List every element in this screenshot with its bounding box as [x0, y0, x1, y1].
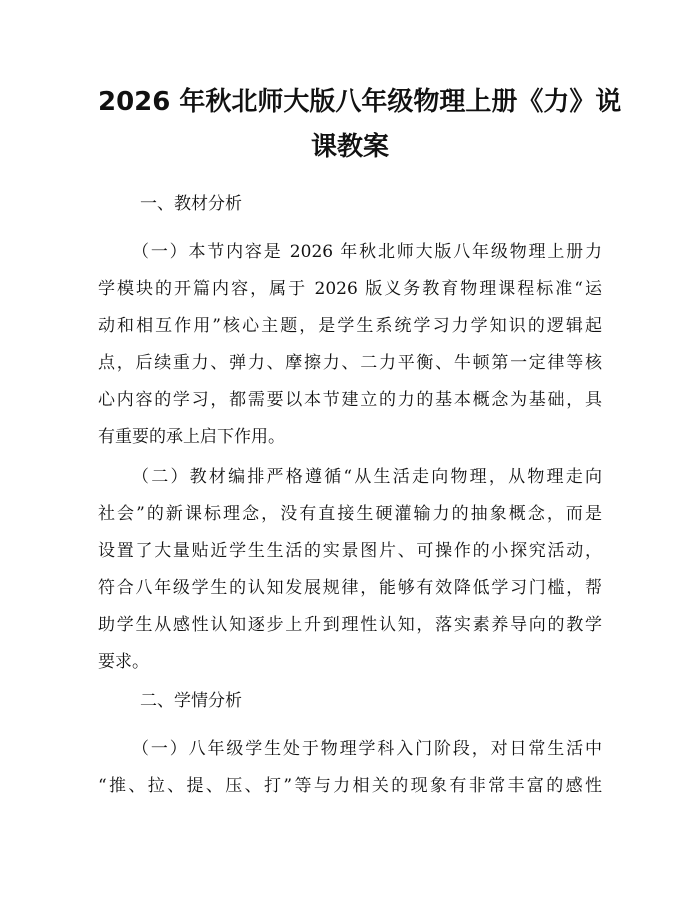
- paragraph-line: 助学生从感性认知逐步上升到理性认知，落实素养导向的教学: [98, 615, 602, 635]
- paragraph-line: （一）八年级学生处于物理学科入门阶段，对日常生活中: [132, 739, 602, 759]
- paragraph-line: “推、拉、提、压、打”等与力相关的现象有非常丰富的感性: [98, 776, 602, 796]
- paragraph-line: 社会”的新课标理念，没有直接生硬灌输力的抽象概念，而是: [98, 504, 602, 524]
- paragraph-line: 设置了大量贴近学生生活的实景图片、可操作的小探究活动，: [98, 541, 602, 561]
- document-title-line-2: 课教案: [310, 132, 389, 162]
- paragraph-textbook-layout: [98, 459, 602, 681]
- section-heading-textbook-analysis: 一、教材分析: [140, 194, 242, 214]
- paragraph-line: 心内容的学习，都需要以本节建立的力的基本概念为基础，具: [98, 390, 602, 410]
- paragraph-line: （二）教材编排严格遵循“从生活走向物理，从物理走向: [132, 467, 602, 487]
- paragraph-line: 动和相互作用”核心主题，是学生系统学习力学知识的逻辑起: [98, 316, 602, 336]
- document-title-line-1: 2026 年秋北师大版八年级物理上册《力》说: [98, 87, 622, 117]
- paragraph-line: 点，后续重力、弹力、摩擦力、二力平衡、牛顿第一定律等核: [98, 353, 602, 373]
- paragraph-line: （一）本节内容是 2026 年秋北师大版八年级物理上册力: [132, 242, 602, 262]
- paragraph-line: 有重要的承上启下作用。: [98, 427, 285, 447]
- paragraph-content-position: [98, 234, 602, 456]
- paragraph-line: 要求。: [98, 652, 149, 672]
- paragraph-student-stage: [98, 731, 602, 805]
- paragraph-line: 学模块的开篇内容，属于 2026 版义务教育物理课程标准“运: [98, 279, 602, 299]
- paragraph-line: 符合八年级学生的认知发展规律，能够有效降低学习门槛，帮: [98, 578, 602, 598]
- section-heading-student-analysis: 二、学情分析: [140, 691, 242, 711]
